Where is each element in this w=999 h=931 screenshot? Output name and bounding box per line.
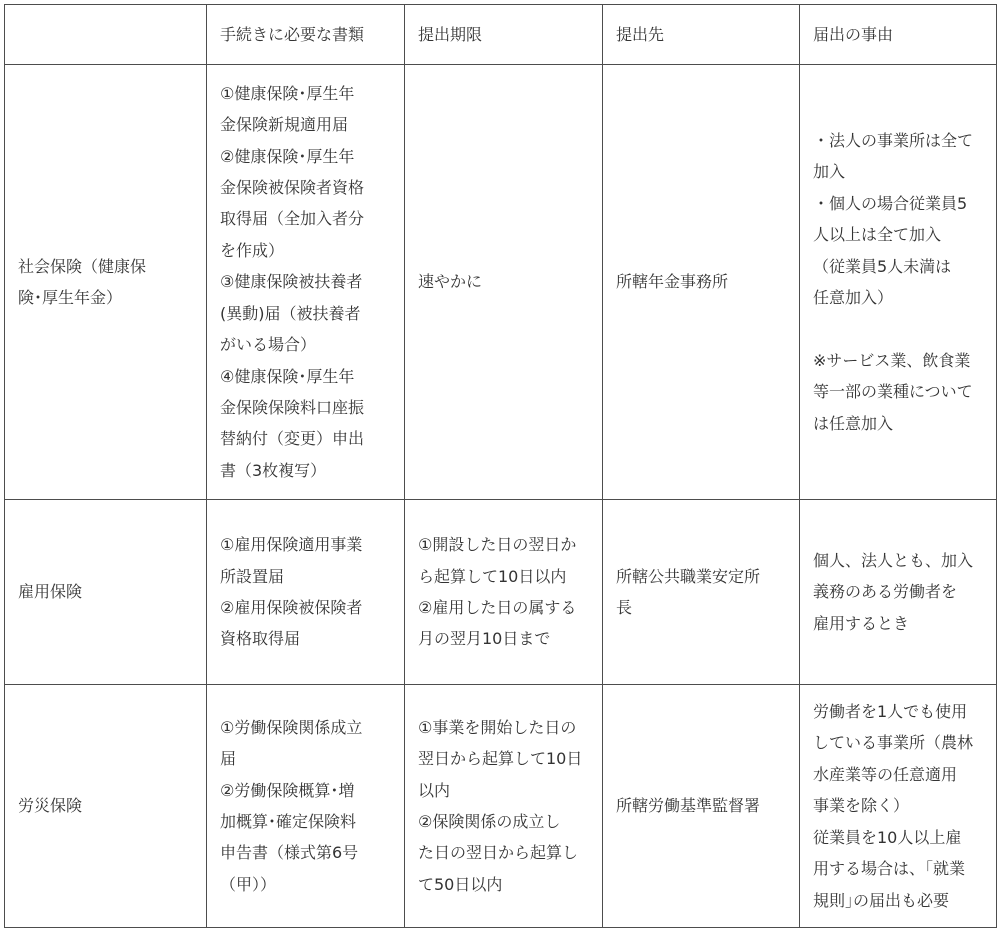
category-cell: 社会保険（健康保 険･厚生年金） — [5, 65, 207, 500]
office-cell: 所轄公共職業安定所 長 — [603, 500, 800, 685]
header-cell-office: 提出先 — [603, 5, 800, 65]
table-row-employment-insurance — [5, 500, 997, 685]
deadline-cell: ①開設した日の翌日か ら起算して10日以内 ②雇用した日の属する 月の翌月10日まで — [405, 500, 603, 685]
reason-cell: 個人、法人とも、加入 義務のある労働者を 雇用するとき — [800, 500, 997, 685]
category-cell: 労災保険 — [5, 685, 207, 928]
header-cell-blank — [5, 5, 207, 65]
documents-cell: ①健康保険･厚生年 金保険新規適用届 ②健康保険･厚生年 金保険被保険者資格 取得届（全加入者分 を作成） ③健康保険被扶養者 (異動)届（被扶養者 がいる場合） ④健康保険･厚生年 金保険保険料口座振 替納付（変更）申出 書（3枚複写） — [207, 65, 405, 500]
documents-cell: ①雇用保険適用事業 所設置届 ②雇用保険被保険者 資格取得届 — [207, 500, 405, 685]
procedures-table — [4, 4, 997, 928]
header-cell-documents: 手続きに必要な書類 — [207, 5, 405, 65]
reason-cell: ・法人の事業所は全て 加入 ・個人の場合従業員5 人以上は全て加入 （従業員5人未満は 任意加入） ※サービス業、飲食業 等一部の業種について は任意加入 — [800, 65, 997, 500]
header-cell-reason: 届出の事由 — [800, 5, 997, 65]
table-row-workers-comp-insurance — [5, 685, 997, 928]
office-cell: 所轄労働基準監督署 — [603, 685, 800, 928]
table-row-social-insurance — [5, 65, 997, 500]
deadline-cell: 速やかに — [405, 65, 603, 500]
header-cell-deadline: 提出期限 — [405, 5, 603, 65]
documents-cell: ①労働保険関係成立 届 ②労働保険概算･増 加概算･確定保険料 申告書（様式第6号 （甲）） — [207, 685, 405, 928]
reason-cell: 労働者を1人でも使用 している事業所（農林 水産業等の任意適用 事業を除く） 従業員を10人以上雇 用する場合は、｢就業 規則｣の届出も必要 — [800, 685, 997, 928]
table-header-row — [5, 5, 997, 65]
office-cell: 所轄年金事務所 — [603, 65, 800, 500]
deadline-cell: ①事業を開始した日の 翌日から起算して10日 以内 ②保険関係の成立し た日の翌日から起算し て50日以内 — [405, 685, 603, 928]
category-cell: 雇用保険 — [5, 500, 207, 685]
